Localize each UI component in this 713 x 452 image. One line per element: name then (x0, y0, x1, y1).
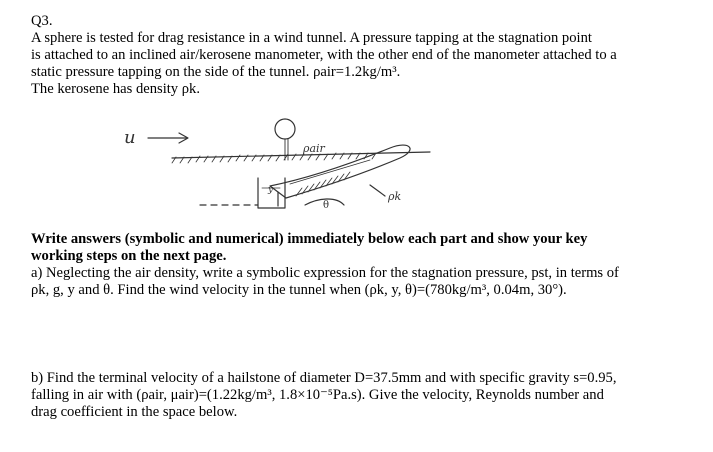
part-a-line-1: a) Neglecting the air density, write a symbolic expression for the stagnation pressure, pst, in terms of (31, 265, 619, 281)
part-b-line-3: drag coefficient in the space below. (31, 404, 238, 420)
sphere (275, 119, 295, 139)
question-number: Q3. (31, 13, 53, 29)
intro-line-1: A sphere is tested for drag resistance in a wind tunnel. A pressure tapping at the stagnation point (31, 30, 592, 46)
part-b-line-1: b) Find the terminal velocity of a hailstone of diameter D=37.5mm and with specific gravity s=0.95, (31, 370, 617, 386)
part-b-line-2: falling in air with (ρair, μair)=(1.22kg/m³, 1.8×10⁻⁵Pa.s). Give the velocity, Reynolds number and (31, 387, 604, 403)
label-rho-k: ρk (388, 190, 402, 203)
intro-line-4: The kerosene has density ρk. (31, 81, 200, 97)
label-theta: θ (323, 200, 330, 211)
rho-k-leader (370, 185, 385, 196)
intro-line-3: static pressure tapping on the side of the tunnel. ρair=1.2kg/m³. (31, 64, 401, 80)
label-y: y (268, 185, 274, 195)
instruction-line-1: Write answers (symbolic and numerical) immediately below each part and show your key (31, 231, 588, 247)
instruction-line-2: working steps on the next page. (31, 248, 227, 264)
part-a-line-2: ρk, g, y and θ. Find the wind velocity in the tunnel when (ρk, y, θ)=(780kg/m³, 0.04m, 30°). (31, 282, 567, 298)
intro-line-2: is attached to an inclined air/kerosene manometer, with the other end of the manometer attached to a (31, 47, 617, 63)
label-rho-air: ρair (303, 142, 325, 155)
tunnel-wall (172, 152, 430, 158)
label-u: u (124, 127, 136, 148)
